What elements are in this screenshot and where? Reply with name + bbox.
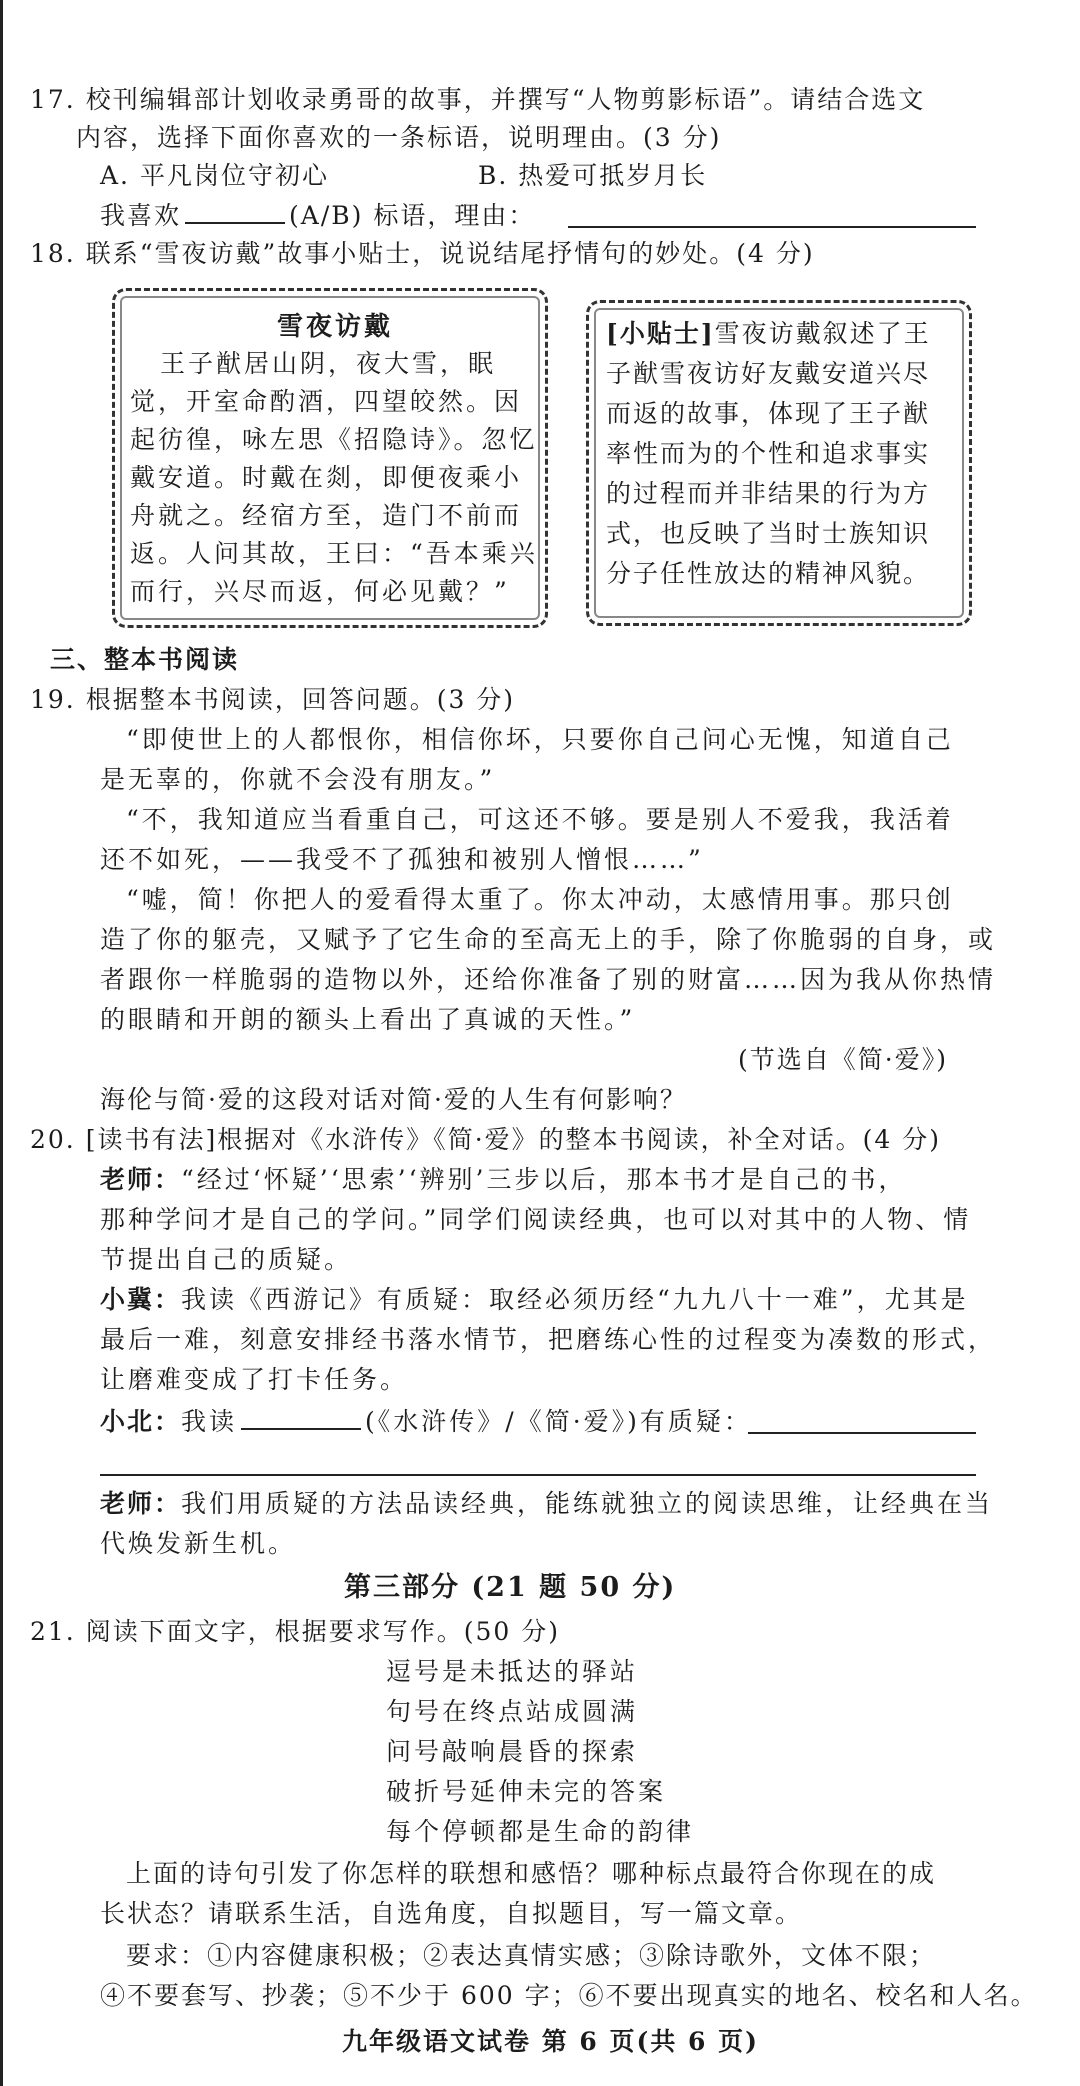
q21-requirement-line: 要求：①内容健康积极；②表达真情实感；③除诗歌外，文体不限； (126, 1941, 937, 1970)
q20-teacher2-line-first (100, 1486, 993, 1522)
q19-quote-line: 造了你的躯壳，又赋予了它生命的至高无上的手，除了你脆弱的自身，或 (100, 925, 997, 954)
story-line: 起彷徨，咏左思《招隐诗》。忽忆 (130, 425, 538, 454)
tip-line-first (606, 316, 931, 352)
tip-line: 式，也反映了当时士族知识 (606, 519, 931, 548)
q21-line1: 21. 阅读下面文字，根据要求写作。(50 分) (30, 1617, 560, 1646)
q20-line1: 20. [读书有法]根据对《水浒传》《简·爱》的整本书阅读，补全对话。(4 分) (30, 1125, 942, 1154)
q20-xiaoji-line: 让磨难变成了打卡任务。 (100, 1365, 409, 1394)
poem-line: 破折号延伸未完的答案 (386, 1777, 667, 1806)
tip-text: 雪夜访戴叙述了王 (714, 319, 931, 348)
q21-prompt-line: 长状态？请联系生活，自选角度，自拟题目，写一篇文章。 (100, 1899, 803, 1928)
xiaobei-prefix: 我读 (181, 1407, 238, 1436)
q21-prompt-line: 上面的诗句引发了你怎样的联想和感悟？哪种标点最符合你现在的成 (126, 1859, 937, 1888)
story-line: 戴安道。时戴在剡，即便夜乘小 (130, 463, 523, 492)
poem-line: 每个停顿都是生命的韵律 (386, 1817, 695, 1846)
q19-quote-line: 者跟你一样脆弱的造物以外，还给你准备了别的财富……因为我从你热情 (100, 965, 997, 994)
q17-choice-blank[interactable] (185, 198, 285, 224)
q20-teacher-line-first (100, 1162, 906, 1198)
xiaoji-label: 小冀： (100, 1285, 182, 1314)
story-line: 而行，兴尽而返，何必见戴？” (130, 577, 510, 606)
teacher-text: “经过‘怀疑’‘思索’‘辨别’三步以后，那本书才是自己的书， (181, 1165, 907, 1194)
q17-option-b: B. 热爱可抵岁月长 (478, 161, 708, 190)
q17-reason-blank[interactable] (568, 226, 976, 228)
q20-xiaobei-line (100, 1404, 752, 1440)
xiaoji-text: 我读《西游记》有质疑：取经必须历经“九九八十一难”，尤其是 (181, 1285, 969, 1314)
story-title: 雪夜访戴 (277, 312, 394, 342)
teacher2-label: 老师： (100, 1489, 182, 1518)
teacher2-text: 我们用质疑的方法品读经典，能练就独立的阅读思维，让经典在当 (181, 1489, 994, 1518)
q20-teacher-line: 那种学问才是自己的学问。”同学们阅读经典，也可以对其中的人物、情 (100, 1205, 972, 1234)
xiaobei-label: 小北： (100, 1407, 182, 1436)
teacher-label: 老师： (100, 1165, 182, 1194)
q19-quote-line: “即使世上的人都恨你，相信你坏，只要你自己问心无愧，知道自己 (126, 725, 954, 754)
q17-line1: 17. 校刊编辑部计划收录勇哥的故事，并撰写“人物剪影标语”。请结合选文 (30, 85, 926, 114)
q17-answer-line (100, 198, 535, 234)
tip-line: 率性而为的个性和追求事实 (606, 439, 931, 468)
binding-margin-line (0, 0, 3, 2086)
part3-title: 第三部分 (21 题 50 分) (344, 1572, 677, 1603)
q17-answer-mid: (A/B) 标语，理由： (289, 201, 536, 230)
story-line: 舟就之。经宿方至，造门不前而 (130, 501, 523, 530)
q19-quote-line: 还不如死，——我受不了孤独和被别人憎恨……” (100, 845, 704, 874)
tip-label: [小贴士] (606, 319, 715, 348)
q20-xiaoji-line-first (100, 1282, 969, 1318)
q20-teacher2-line: 代焕发新生机。 (100, 1529, 297, 1558)
q21-requirement-line: ④不要套写、抄袭；⑤不少于 600 字；⑥不要出现真实的地名、校名和人名。 (100, 1981, 1038, 2010)
q19-quote-line: “嘘，简！你把人的爱看得太重了。你太冲动，太感情用事。那只创 (126, 885, 954, 914)
q19-line1: 19. 根据整本书阅读，回答问题。(3 分) (30, 685, 516, 714)
poem-line: 逗号是未抵达的驿站 (386, 1657, 639, 1686)
q20-teacher-line: 节提出自己的质疑。 (100, 1245, 353, 1274)
q18-line1: 18. 联系“雪夜访戴”故事小贴士，说说结尾抒情句的妙处。(4 分) (30, 239, 815, 268)
q17-answer-prefix: 我喜欢 (100, 201, 182, 230)
q19-quote-line: 是无辜的，你就不会没有朋友。” (100, 765, 496, 794)
poem-line: 句号在终点站成圆满 (386, 1697, 639, 1726)
xiaobei-answer-blank-2[interactable] (100, 1474, 976, 1476)
story-line: 返。人问其故，王曰：“吾本乘兴 (130, 539, 538, 568)
q19-quote-line: 的眼睛和开朗的额头上看出了真诚的天性。” (100, 1005, 636, 1034)
poem-line: 问号敲响晨昏的探索 (386, 1737, 639, 1766)
story-line: 觉，开室命酌酒，四望皎然。因 (130, 387, 523, 416)
q19-quote-line: “不，我知道应当看重自己，可这还不够。要是别人不爱我，我活着 (126, 805, 954, 834)
tip-line: 子猷雪夜访好友戴安道兴尽 (606, 359, 931, 388)
tip-line: 分子任性放达的精神风貌。 (606, 559, 931, 588)
q20-xiaoji-line: 最后一难，刻意安排经书落水情节，把磨练心性的过程变为凑数的形式， (100, 1325, 997, 1354)
q19-question: 海伦与简·爱的这段对话对简·爱的人生有何影响？ (100, 1085, 687, 1114)
xiaobei-book-blank[interactable] (241, 1404, 361, 1430)
q17-line2: 内容，选择下面你喜欢的一条标语，说明理由。(3 分) (76, 123, 722, 152)
section3-title: 三、整本书阅读 (50, 645, 240, 674)
q17-option-a: A. 平凡岗位守初心 (100, 161, 329, 190)
xiaobei-answer-blank[interactable] (748, 1432, 976, 1434)
tip-line: 而返的故事，体现了王子猷 (606, 399, 931, 428)
story-line: 王子猷居山阴，夜大雪，眠 (160, 349, 497, 378)
q19-source: (节选自《简·爱》) (738, 1045, 948, 1074)
page-footer: 九年级语文试卷 第 6 页(共 6 页) (342, 2027, 759, 2056)
tip-line: 的过程而并非结果的行为方 (606, 479, 931, 508)
xiaobei-mid: (《水浒传》/《简·爱》)有质疑： (365, 1407, 752, 1436)
